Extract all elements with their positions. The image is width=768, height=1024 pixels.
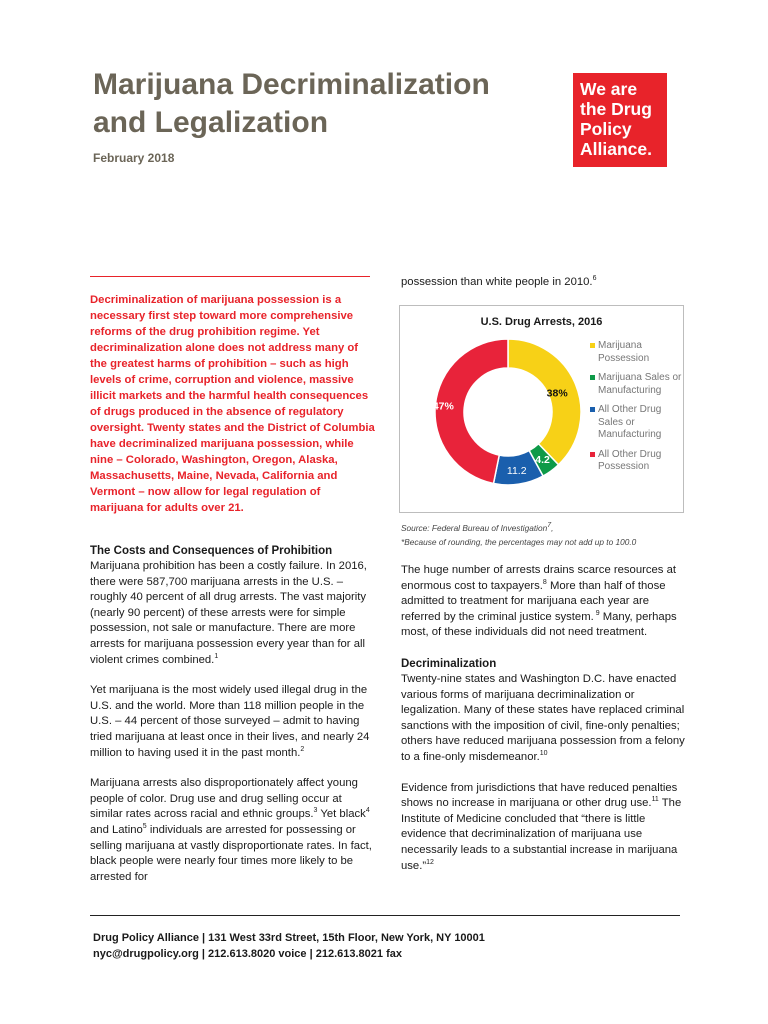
lead-divider xyxy=(90,276,370,277)
legend-item xyxy=(590,372,682,397)
chart-title: U.S. Drug Arrests, 2016 xyxy=(480,316,603,328)
rounding-note: *Because of rounding, the percentages may not add up to 100.0 xyxy=(401,537,637,547)
footer xyxy=(93,930,485,962)
right-column-body xyxy=(401,563,686,889)
decriminalization-heading: Decriminalization xyxy=(401,657,497,670)
costs-paragraph-2: Yet marijuana is the most widely used illegal drug in the U.S. and the world. More than 118 million people in the U.S. – 44 percent of those surveyed – admit to having tried marijuana at least once in their lives, and nearly 24 million to having used it in the past month.$^2$ xyxy=(90,684,370,759)
decriminalization-paragraph-2: Evidence from jurisdictions that have reduced penalties shows no increase in marijuana or other drug use.$^{11}$ The Institute of Medicine concluded that “there is little evidence that decriminalization of marijuana use necessarily leads to a substantial increase in marijuana use.”$^{12}$ xyxy=(401,781,682,872)
drug-arrests-chart xyxy=(399,305,684,513)
page-title: Marijuana Decriminalization and Legalization xyxy=(93,68,490,139)
legend-swatch xyxy=(590,452,595,457)
footer-divider xyxy=(90,915,680,916)
publication-date: February 2018 xyxy=(93,151,175,165)
legend-label: Marijuana Possession xyxy=(598,340,650,364)
costs-paragraph-4: The huge number of arrests drains scarce resources at enormous cost to taxpayers.$^8$ More than half of those admitted to treatment for marijuana each year are referred by the criminal justice system. $^9$ Many, perhaps most, of these individuals did not need treatment. xyxy=(401,564,677,639)
logo-line: the Drug xyxy=(580,99,652,119)
legend-item xyxy=(590,449,682,474)
chart-legend xyxy=(590,340,682,481)
footer-contact: nyc@drugpolicy.org | 212.613.8020 voice | 212.613.8021 fax xyxy=(93,948,402,960)
costs-heading: The Costs and Consequences of Prohibition xyxy=(90,545,333,557)
legend-label: Marijuana Sales or Manufacturing xyxy=(598,372,682,396)
legend-label: All Other Drug Sales or Manufacturing xyxy=(598,404,662,440)
drug-policy-alliance-logo xyxy=(573,73,667,167)
costs-section xyxy=(90,543,375,900)
legend-item xyxy=(590,404,682,442)
donut-label-3: 11.2 xyxy=(506,464,527,477)
donut-label-2: 4.2 xyxy=(535,454,550,467)
continuation-text: possession than white people in 2010.$^6$ xyxy=(401,275,597,288)
legend-swatch xyxy=(590,343,595,348)
chart-source: Source: Federal Bureau of Investigation$^7$, *Because of rounding, the percentages may not add up to 100.0 xyxy=(401,521,686,549)
legend-swatch xyxy=(590,375,595,380)
legend-swatch xyxy=(590,407,595,412)
decriminalization-paragraph-1: Twenty-nine states and Washington D.C. have enacted various forms of marijuana decriminalization or legalization. Many of these states have replaced criminal sanctions with the imposition of civil, fine-only penalties; others have reduced marijuana possession from a felony to a fine-only misdemeanor.$^{10}$ xyxy=(401,672,685,763)
legend-item xyxy=(590,340,682,365)
costs-paragraph-1: Marijuana prohibition has been a costly failure. In 2016, there were 587,700 marijuana arrests in the U.S. – roughly 40 percent of all drug arrests. The vast majority (nearly 90 percent) of these arrests were for simple possession, not sale or manufacture. There are more arrests for marijuana possession every year than for all violent crimes combined.$^1$ xyxy=(90,560,367,666)
donut-label-1: 38% xyxy=(546,387,568,400)
logo-line: We are xyxy=(580,79,638,99)
logo-line: Policy xyxy=(580,119,632,139)
costs-paragraph-3: Marijuana arrests also disproportionately affect young people of color. Drug use and drug selling occur at similar rates across racial and ethnic groups.$^3$ Yet black$^4$ and Latino$^5$ individuals are arrested for possessing or selling marijuana at vastly disproportionate rates. In fact, black people were nearly four times more likely to be arrested for xyxy=(90,777,372,883)
donut-chart xyxy=(400,306,590,514)
footer-address: Drug Policy Alliance | 131 West 33rd Street, 15th Floor, New York, NY 10001 xyxy=(93,932,485,944)
lead-paragraph: Decriminalization of marijuana possession is a necessary first step toward more comprehensive reforms of the drug prohibition regime. Yet decriminalization alone does not address many of the greatest harms of prohibition – such as high levels of crime, corruption and violence, massive illicit markets and the harmful health consequences of drugs produced in the absence of regulatory oversight. Twenty states and the District of Columbia have decriminalized marijuana possession, while nine – Colorado, Washington, Oregon, Alaska, Massachusetts, Maine, Nevada, California and Vermont – now allow for legal regulation of marijuana for adults over 21. xyxy=(90,294,375,514)
logo-line: Alliance. xyxy=(580,139,652,159)
donut-label-4: 47% xyxy=(432,400,454,413)
donut-slice-1 xyxy=(508,339,581,465)
legend-label: All Other Drug Possession xyxy=(598,448,662,472)
